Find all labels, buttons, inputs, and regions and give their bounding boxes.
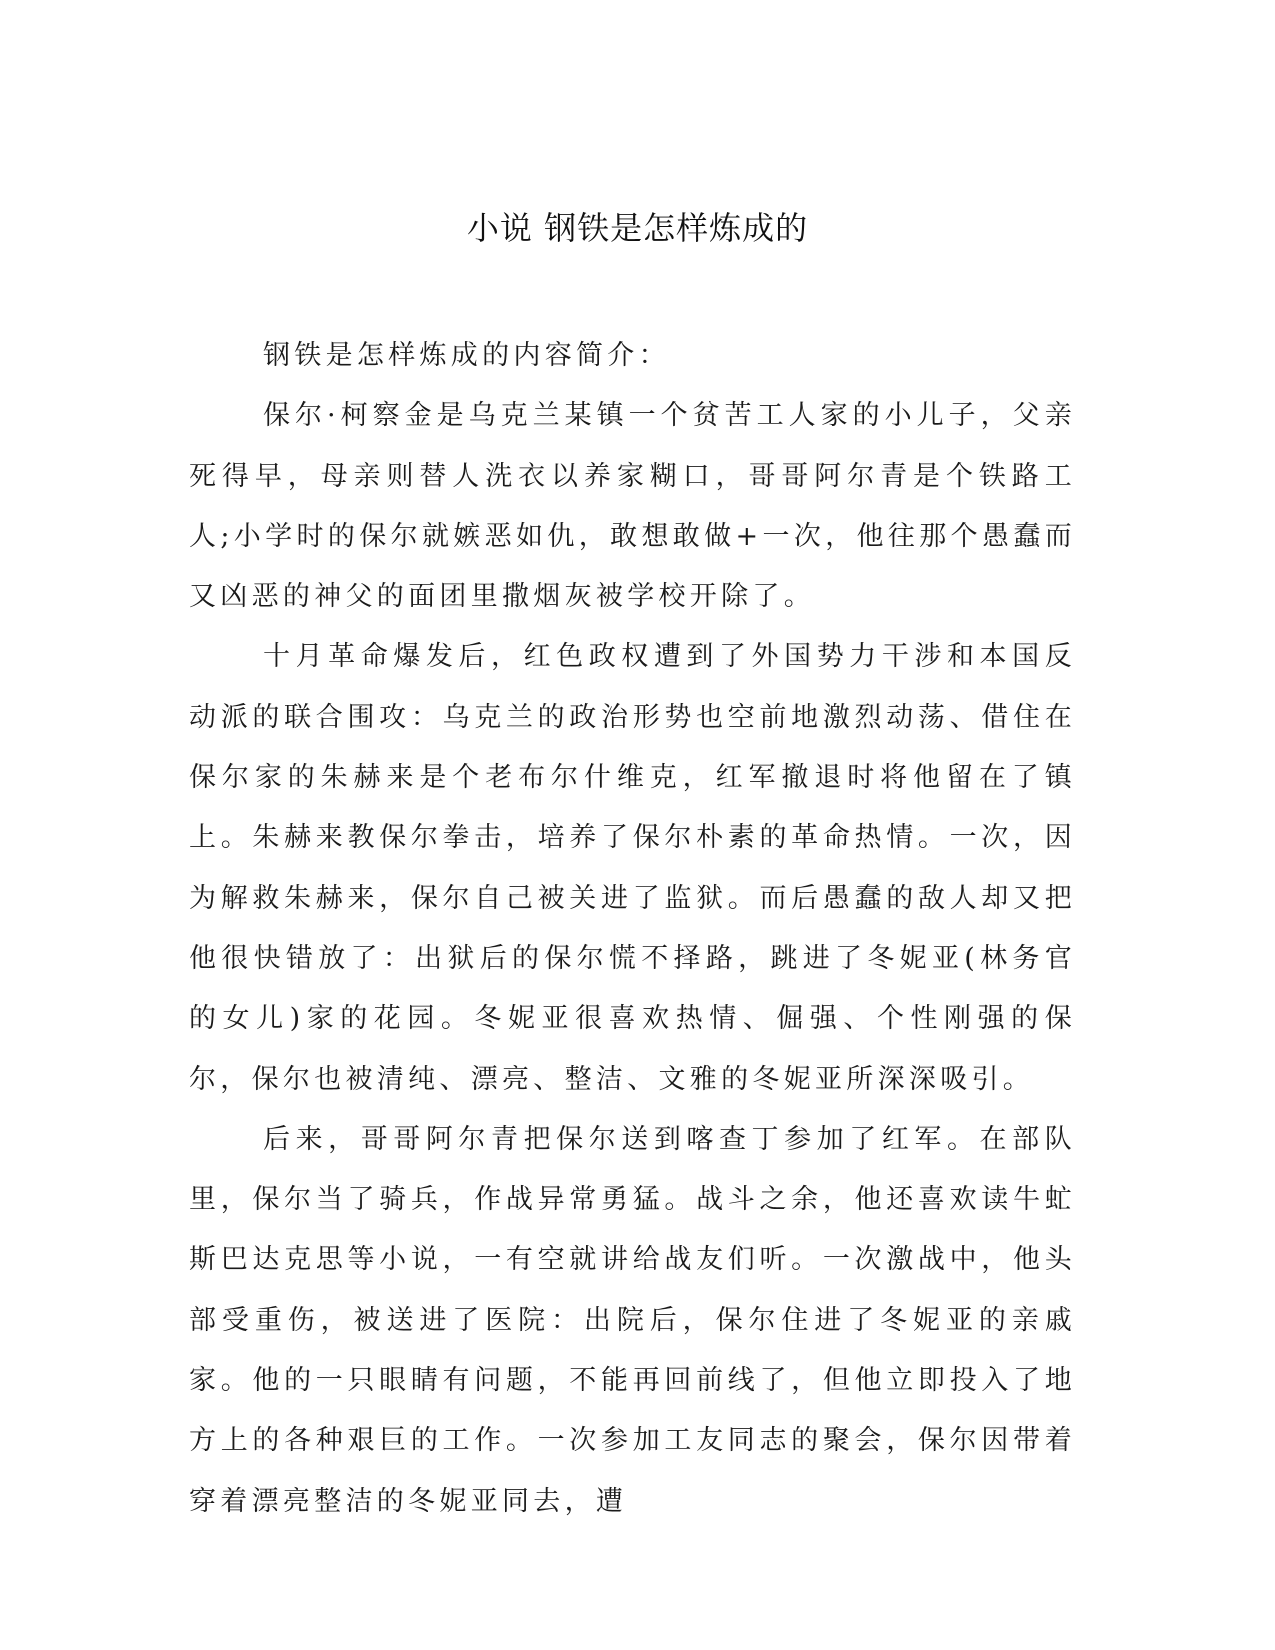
paragraph-intro-heading: 钢铁是怎样炼成的内容简介： — [263, 340, 670, 371]
paragraph-childhood: 保尔·柯察金是乌克兰某镇一个贫苦工人家的小儿子，父亲死得早，母亲则替人洗衣以养家糊口，哥哥阿尔青是个铁路工人;小学时的保尔就嫉恶如仇，敢想敢做+一次，他往那个愚蠢而又凶恶的神父的面团里撒烟灰被学校开除了。 — [189, 400, 1076, 613]
paragraph-red-army: 后来，哥哥阿尔青把保尔送到喀查丁参加了红军。在部队里，保尔当了骑兵，作战异常勇猛。战斗之余，他还喜欢读牛虻斯巴达克思等小说，一有空就讲给战友们听。一次激战中，他头部受重伤，被送进了医院：出院后，保尔住进了冬妮亚的亲戚家。他的一只眼睛有问题，不能再回前线了，但他立即投入了地方上的各种艰巨的工作。一次参加工友同志的聚会，保尔因带着穿着漂亮整洁的冬妮亚同去，遭 — [189, 1123, 1076, 1517]
document-title: 小说 钢铁是怎样炼成的 — [466, 209, 809, 247]
paragraph-revolution: 十月革命爆发后，红色政权遭到了外国势力干涉和本国反动派的联合围攻：乌克兰的政治形势也空前地激烈动荡、借住在保尔家的朱赫来是个老布尔什维克，红军撤退时将他留在了镇上。朱赫来教保尔拳击，培养了保尔朴素的革命热情。一次，因为解救朱赫来，保尔自己被关进了监狱。而后愚蠢的敌人却又把他很快错放了：出狱后的保尔慌不择路，跳进了冬妮亚(林务官的女儿)家的花园。冬妮亚很喜欢热情、倔强、个性刚强的保尔，保尔也被清纯、漂亮、整洁、文雅的冬妮亚所深深吸引。 — [189, 641, 1076, 1095]
document-body — [189, 326, 1076, 1532]
